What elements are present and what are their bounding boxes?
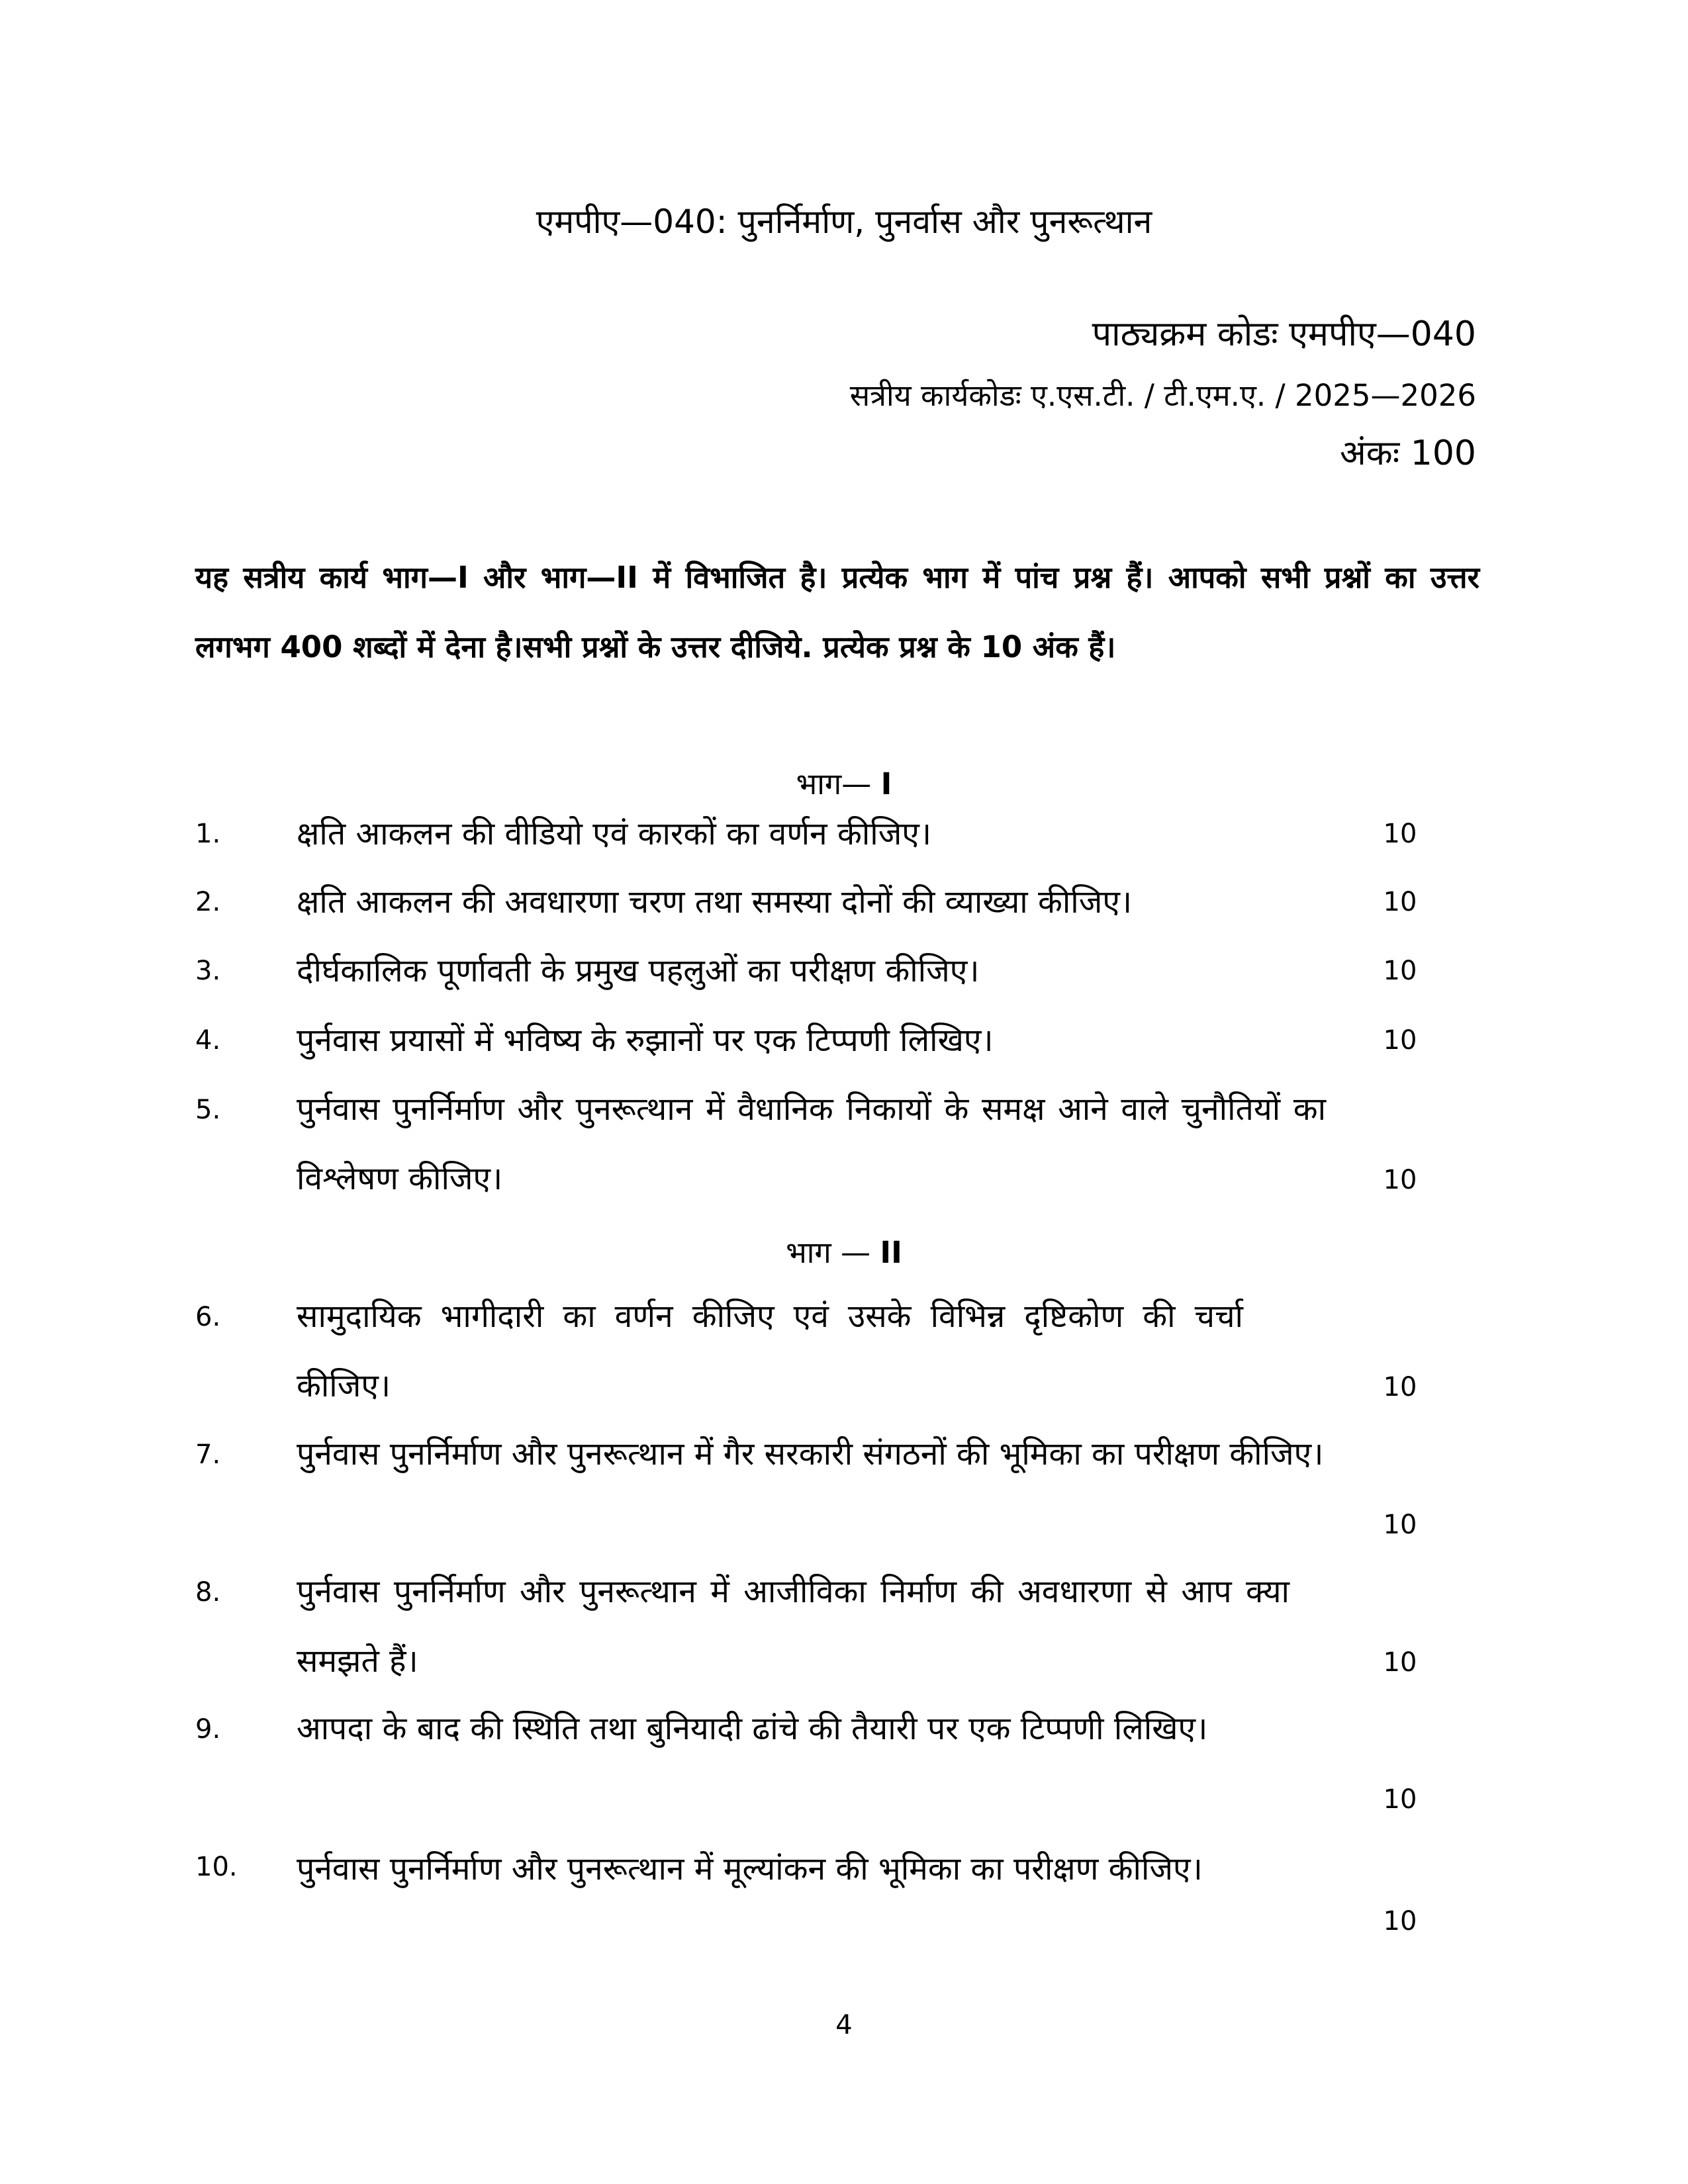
question-marks: 10 [1383, 1165, 1417, 1195]
question-number: 1. [195, 819, 221, 849]
course-code: पाठ्यक्रम कोडः एमपीए—040 [1092, 314, 1476, 354]
question-marks: 10 [1383, 1647, 1417, 1678]
question-text: पुर्नवास पुनर्निर्माण और पुनरूत्थान में वैधानिक निकायों के समक्ष आने वाले चुनौतियों का विश्लेषण कीजिए। [297, 1091, 1326, 1197]
question-marks: 10 [1383, 956, 1417, 986]
instructions: यह सत्रीय कार्य भाग—I और भाग—II में विभाजित है। प्रत्येक भाग में पांच प्रश्न हैं। आपको सभी प्रश्नों का उत्तर लगभग 400 शब्दों में देना है।सभी प्रश्नों के उत्तर दीजिये. प्रत्येक प्रश्न के 10 अंक हैं। [195, 560, 1479, 664]
question-text: पुर्नवास पुनर्निर्माण और पुनरूत्थान में आजीविका निर्माण की अवधारणा से आप क्या समझते हैं। [297, 1573, 1289, 1680]
section-roman: I [880, 766, 892, 801]
section-heading-part-2 [0, 1230, 1688, 1276]
question-marks: 10 [1383, 1372, 1417, 1402]
assignment-code: सत्रीय कार्यकोडः ए.एस.टी. / टी.एम.ए. / 2025—2026 [849, 378, 1476, 413]
question-text: आपदा के बाद की स्थिति तथा बुनियादी ढांचे की तैयारी पर एक टिप्पणी लिखिए। [297, 1710, 1208, 1747]
question-number: 6. [195, 1302, 221, 1332]
question-number: 8. [195, 1577, 221, 1608]
question-number: 4. [195, 1025, 221, 1056]
question-number: 2. [195, 887, 221, 917]
section-heading-part-1 [0, 761, 1688, 807]
question-text: सामुदायिक भागीदारी का वर्णन कीजिए एवं उसके विभिन्न दृष्टिकोण की चर्चा कीजिए। [297, 1298, 1243, 1404]
question-marks: 10 [1383, 1784, 1417, 1815]
question-number: 10. [195, 1852, 238, 1882]
question-marks: 10 [1383, 1510, 1417, 1540]
question-text: क्षति आकलन की वीडियो एवं कारकों का वर्णन कीजिए। [297, 815, 932, 852]
question-text: क्षति आकलन की अवधारणा चरण तथा समस्या दोनों की व्याख्या कीजिए। [297, 884, 1133, 921]
question-marks: 10 [1383, 1025, 1417, 1056]
total-marks: अंकः 100 [1340, 433, 1476, 473]
section-roman: II [880, 1235, 902, 1270]
question-marks: 10 [1383, 1906, 1417, 1936]
page-number: 4 [835, 2010, 853, 2040]
section-label: भाग— [796, 766, 872, 801]
question-number: 7. [195, 1439, 221, 1470]
question-marks: 10 [1383, 887, 1417, 917]
document-title: एमपीए—040: पुनर्निर्माण, पुनर्वास और पुनरूत्थान [536, 203, 1152, 241]
question-number: 9. [195, 1714, 221, 1745]
section-label: भाग — [786, 1235, 871, 1270]
question-text: दीर्घकालिक पूर्णावती के प्रमुख पहलुओं का परीक्षण कीजिए। [297, 952, 980, 989]
question-text: पुर्नवास पुनर्निर्माण और पुनरूत्थान में मूल्यांकन की भूमिका का परीक्षण कीजिए। [297, 1850, 1203, 1888]
question-number: 3. [195, 956, 221, 986]
question-text: पुर्नवास पुनर्निर्माण और पुनरूत्थान में गैर सरकारी संगठनों की भूमिका का परीक्षण कीजिए। [297, 1435, 1324, 1473]
question-number: 5. [195, 1095, 221, 1125]
question-text: पुर्नवास प्रयासों में भविष्य के रुझानों पर एक टिप्पणी लिखिए। [297, 1022, 994, 1059]
question-marks: 10 [1383, 819, 1417, 849]
